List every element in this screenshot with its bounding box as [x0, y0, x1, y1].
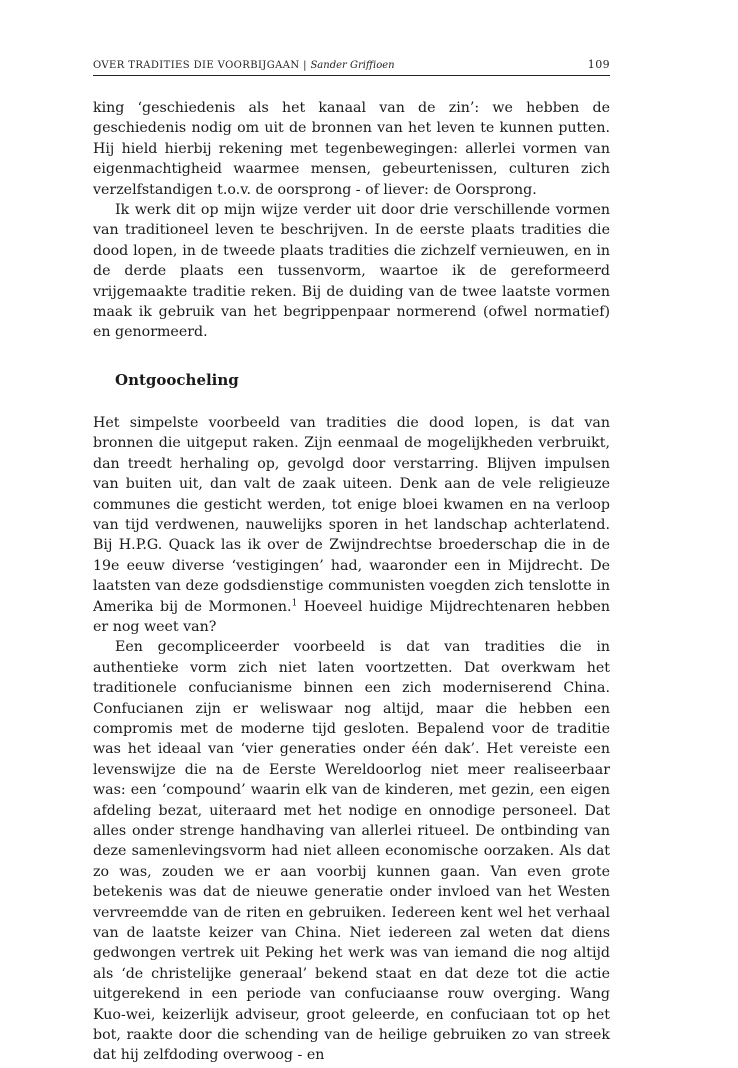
book-page	[93, 58, 610, 1066]
author-name: Sander Griffioen	[310, 60, 395, 71]
running-header-left	[93, 60, 395, 71]
section-title: OVER TRADITIES DIE VOORBIJGAAN	[93, 60, 300, 71]
paragraph-4: Een gecompliceerder voorbeeld is dat van tradities die in authentieke vorm zich niet laten voortzetten. Dat overkwam het traditionele confucianisme binnen een zich moderniserend China. Confucianen zijn er weliswaar nog altijd, maar die hebben een compromis met de moderne tijd gesloten. Bepalend voor de traditie was het ideaal van ‘vier generaties onder één dak’. Het vereiste een levenswijze die na de Eerste Wereldoorlog niet meer realiseerbaar was: een ‘compound’ waarin elk van de kinderen, met gezin, een eigen afdeling bezat, uiteraard met het nodige en onnodige personeel. Dat alles onder strenge handhaving van allerlei ritueel. De ontbinding van deze samenlevingsvorm had niet alleen economische oorzaken. Als dat zo was, zouden we er aan voorbij kunnen gaan. Van even grote betekenis was dat de nieuwe generatie onder invloed van het Westen vervreemdde van de riten en gebruiken. Iedereen kent wel het verhaal van de laatste keizer van China. Niet iedereen zal weten dat diens gedwongen vertrek uit Peking het werk was van iemand die nog altijd als ‘de christelijke generaal’ bekend staat en dat deze tot die actie uitgerekend in een periode van confuciaanse rouw overging. Wang Kuo-wei, keizerlijk adviseur, groot geleerde, en confuciaan tot op het bot, raakte door die schending van de heilige gebruiken zo van streek dat hij zelfdoding overwoog - en	[93, 639, 610, 1064]
page-number: 109	[587, 58, 610, 71]
paragraph-3-text: Het simpelste voorbeeld van tradities die dood lopen, is dat van bronnen die uitgeput raken. Zijn eenmaal de mogelijkheden verbruikt, dan treedt herhaling op, gevolgd door verstarring. Blijven impulsen van buiten uit, dan valt de zaak uiteen. Denk aan de vele religieuze communes die gesticht werden, tot enige bloei kwamen en na verloop van tijd verdwenen, nauwelijks sporen in het landschap achterlatend. Bij H.P.G. Quack las ik over de Zwijndrechtse broederschap die in de 19e eeuw diverse ‘vestigingen’ had, waaronder een in Mijdrecht. De laatsten van deze godsdienstige communisten voegden zich tenslotte in Amerika bij de Mormonen.	[93, 414, 610, 615]
footnote-marker[interactable]: 1	[291, 597, 298, 608]
paragraph-1: king ‘geschiedenis als het kanaal van de zin’: we hebben de geschiedenis nodig om uit de bronnen van het leven te kunnen putten. Hij hield hierbij rekening met tegenbewegingen: allerlei vormen van eigenmachtigheid waarmee mensen, gebeurtenissen, culturen zich verzelfstandigen t.o.v. de oorsprong - of liever: de Oorsprong.	[93, 100, 610, 198]
paragraph-3	[93, 413, 610, 637]
running-header	[93, 58, 610, 76]
header-separator: |	[299, 60, 311, 71]
paragraph-2: Ik werk dit op mijn wijze verder uit door drie verschillende vormen van traditioneel leven te beschrijven. In de eerste plaats tradities die dood lopen, in de tweede plaats tradities die zichzelf vernieuwen, en in de derde plaats een tussenvorm, waartoe ik de gereformeerd vrijgemaakte traditie reken. Bij de duiding van de twee laatste vormen maak ik gebruik van het begrippenpaar normerend (ofwel normatief) en genormeerd.	[93, 202, 610, 341]
section-heading: Ontgoocheling	[115, 370, 239, 389]
paragraph-3-end: Hoeveel huidige Mijdrechtenaren hebben er nog weet van?	[93, 598, 610, 635]
